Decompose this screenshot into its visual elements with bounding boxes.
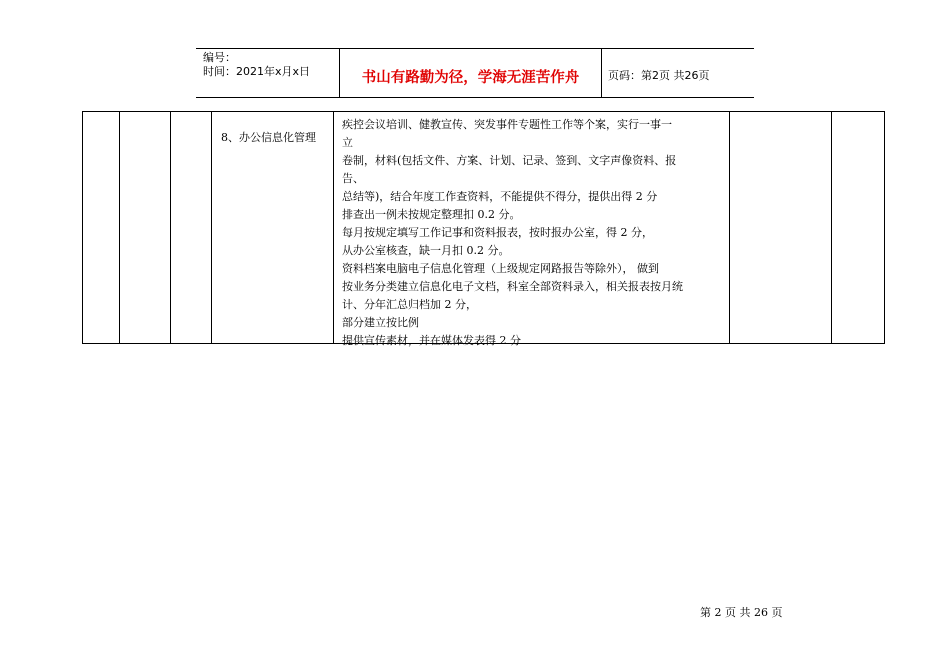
table-row [83,112,885,344]
table-cell-empty-2 [120,112,171,344]
content-line: 排查出一例未按规定整理扣 0.2 分。 [342,208,521,221]
content-line: 立 [342,136,353,149]
header-page-cell [601,49,754,97]
content-line: 每月按规定填写工作记事和资料报表，按时报办公室，得 2 分， [342,226,653,239]
table-cell-empty-1 [83,112,120,344]
content-cell [334,112,730,347]
content-line: 卷制，材料(包括文件、方案、计划、记录、签到、文字声像资料、报 [342,154,677,167]
assessment-table [82,111,885,347]
content-line: 资料档案电脑电子信息化管理（上级规定网路报告等除外）， 做到 [342,262,659,275]
header-slogan-cell [339,49,602,97]
item-cell [212,112,334,344]
content-text [334,112,729,347]
content-line: 告、 [342,172,364,185]
content-line: 疾控会议培训、健教宣传、突发事件专题性工作等个案，实行一事一 [342,118,672,131]
content-line: 总结等)，结合年度工作查资料，不能提供不得分，提供出得 2 分 [342,190,658,203]
slogan: 书山有路勤为径，学海无涯苦作舟 [361,70,580,86]
number-label: 编号： [203,51,236,64]
content-line: 按业务分类建立信息化电子文档，科室全部资料录入，相关报表按月统 [342,280,683,293]
table-cell-empty-7 [832,112,885,344]
header-meta-cell [196,49,339,97]
time-label: 时间：2021年x月x日 [203,65,311,78]
content-line: 计、分年汇总归档加 2 分， [342,298,477,311]
item-label: 8、办公信息化管理 [221,131,316,144]
content-line: 部分建立按比例 [342,316,419,329]
table-cell-empty-3 [171,112,212,344]
page-info: 页码：第2页 共26页 [608,69,710,82]
content-line: 提供宣传素材，并在媒体发表得 2 分 [342,334,521,347]
page-header [196,48,754,98]
content-line: 从办公室核查，缺一月扣 0.2 分。 [342,244,510,257]
page-footer: 第 2 页 共 26 页 [700,606,783,619]
table-cell-empty-6 [730,112,832,344]
